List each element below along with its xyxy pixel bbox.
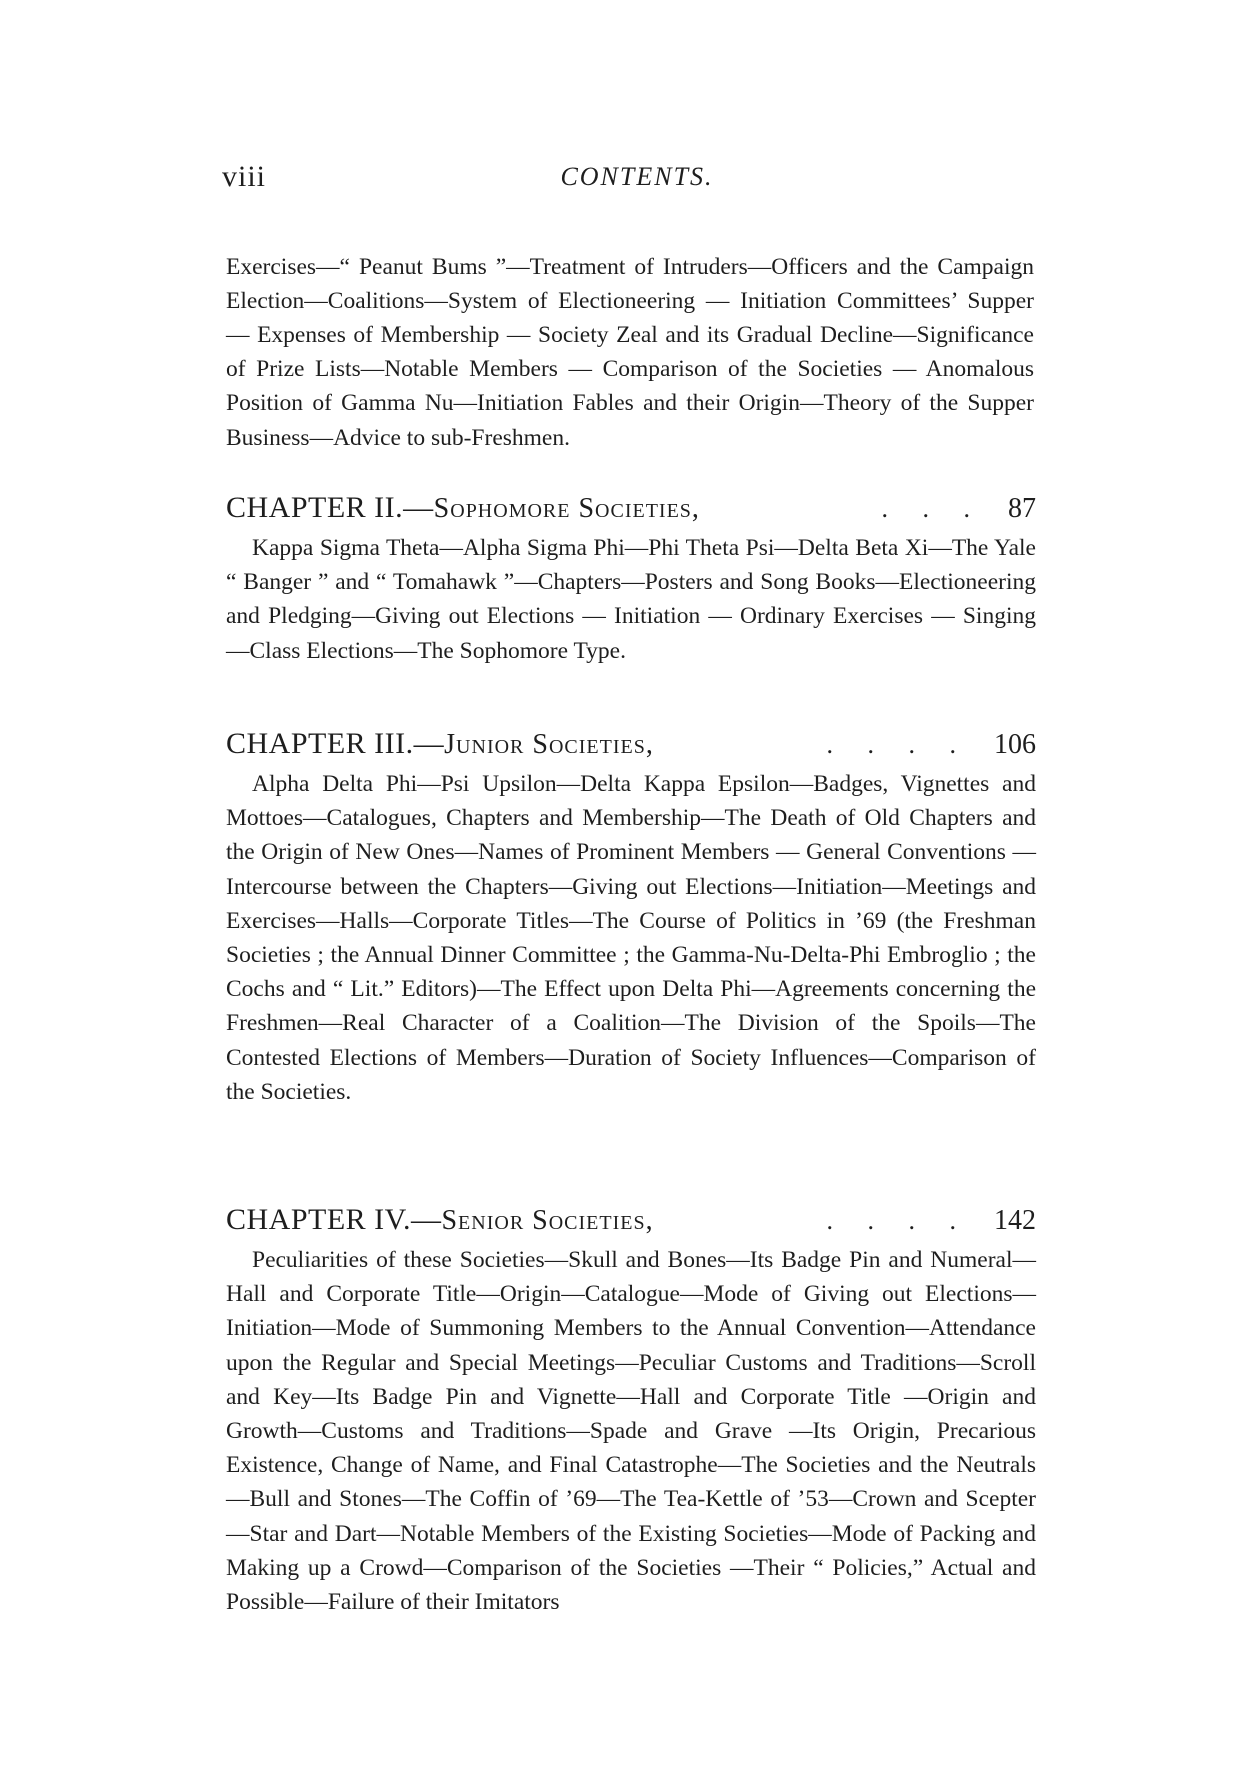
- chapter-entry-iv: [226, 1200, 1036, 1619]
- page-number: viii: [222, 160, 267, 193]
- chapter-label: CHAPTER III.—: [226, 727, 445, 760]
- chapter-label: CHAPTER IV.—: [226, 1203, 442, 1236]
- chapter-title: Sophomore Societies,: [433, 493, 700, 524]
- leader-dots: . . .: [881, 494, 984, 523]
- leader-dots: . . . .: [826, 730, 970, 759]
- chapter-page-number: 87: [1008, 493, 1036, 524]
- chapter-heading: [226, 724, 1036, 765]
- chapter-entry-ii: [226, 488, 1036, 668]
- leader-dots: . . . .: [826, 1206, 970, 1235]
- chapter-title: Junior Societies,: [444, 729, 654, 760]
- chapter-summary: Kappa Sigma Theta—Alpha Sigma Phi—Phi Theta Psi—Delta Beta Xi—The Yale “ Banger ” and “ Tomahawk ”—Chapters—Posters and Song Books—Electioneering and Pledging—Giving out Elections — Initiation — Ordinary Exercises — Singing—Class Elections—The Sophomore Type.: [226, 535, 1036, 664]
- chapter-page-number: 106: [994, 729, 1036, 760]
- chapter-title: Senior Societies,: [441, 1205, 654, 1236]
- chapter-label: CHAPTER II.—: [226, 491, 434, 524]
- chapter-page-number: 142: [994, 1205, 1036, 1236]
- chapter-heading: [226, 488, 1036, 529]
- chapter-summary: Peculiarities of these Societies—Skull and Bones—Its Badge Pin and Numeral— Hall and Corporate Title—Origin—Catalogue—Mode of Giving out Elections—Initiation—Mode of Summoning Members to the Annual Convention—Attendance upon the Regular and Special Meetings—Peculiar Customs and Traditions—Scroll and Key—Its Badge Pin and Vignette—Hall and Corporate Title —Origin and Growth—Customs and Traditions—Spade and Grave —Its Origin, Precarious Existence, Change of Name, and Final Catastrophe—The Societies and the Neutrals—Bull and Stones—The Coffin of ’69—The Tea-Kettle of ’53—Crown and Scepter—Star and Dart—Notable Members of the Existing Societies—Mode of Packing and Making up a Crowd—Comparison of the Societies —Their “ Policies,” Actual and Possible—Failure of their Imitators: [226, 1247, 1036, 1616]
- chapter-i-summary-continued: Exercises—“ Peanut Bums ”—Treatment of Intruders—Officers and the Campaign Election—Coalitions—System of Electioneering — Initiation Committees’ Supper — Expenses of Membership — Society Zeal and its Gradual Decline—Significance of Prize Lists—Notable Members — Comparison of the Societies — Anomalous Position of Gamma Nu—Initiation Fables and their Origin—Theory of the Supper Business—Advice to sub-Freshmen.: [226, 253, 1034, 451]
- running-head: [222, 160, 1052, 204]
- chapter-summary: Alpha Delta Phi—Psi Upsilon—Delta Kappa Epsilon—Badges, Vignettes and Mottoes—Catalogues, Chapters and Membership—The Death of Old Chapters and the Origin of New Ones—Names of Prominent Members — General Conventions — Intercourse between the Chapters—Giving out Elections—Initiation—Meetings and Exercises—Halls—Corporate Titles—The Course of Politics in ’69 (the Freshman Societies ; the Annual Dinner Committee ; the Gamma-Nu-Delta-Phi Embroglio ; the Cochs and “ Lit.” Editors)—The Effect upon Delta Phi—Agreements concerning the Freshmen—Real Character of a Coalition—The Division of the Spoils—The Contested Elections of Members—Duration of Society Influences—Comparison of the Societies.: [226, 771, 1036, 1105]
- running-title: CONTENTS.: [560, 162, 714, 191]
- chapter-entry-iii: [226, 724, 1036, 1109]
- chapter-heading: [226, 1200, 1036, 1241]
